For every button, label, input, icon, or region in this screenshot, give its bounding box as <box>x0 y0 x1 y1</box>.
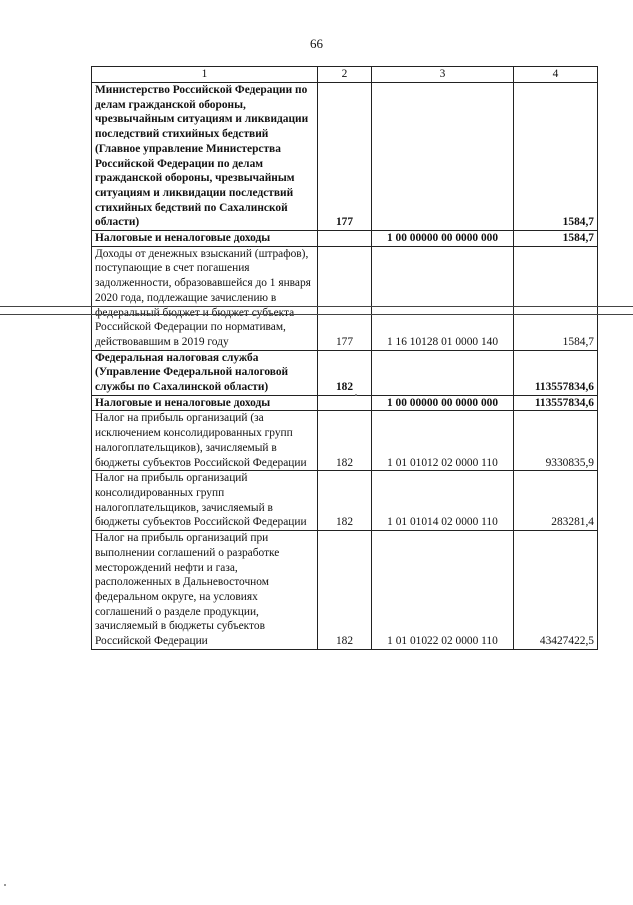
row-name: Налоговые и неналоговые доходы <box>92 231 318 247</box>
scan-line-upper <box>0 306 633 307</box>
row-name: Министерство Российской Федерации по делам гражданской обороны, чрезвычайным ситуациям и ликвидации последствий стихийных бедствий (Главное управление Министерства Российской Федерации по делам гражданской обороны, чрезвычайным ситуациям и ликвидации последствий стихийных бедствий по Сахалинской области) <box>92 83 318 231</box>
row-amount: 113557834,6 <box>514 395 598 411</box>
row-income-code <box>372 350 514 395</box>
row-amount: 113557834,6 <box>514 350 598 395</box>
row-income-code: 1 00 00000 00 0000 000 <box>372 395 514 411</box>
header-cell-1: 1 <box>92 67 318 83</box>
row-name: Налог на прибыль организаций (за исключением консолидированных групп налогоплательщиков), зачисляемый в бюджеты субъектов Российской Федерации <box>92 411 318 471</box>
row-name: Доходы от денежных взысканий (штрафов), поступающие в счет погашения задолженности, образовавшейся до 1 января 2020 года, подлежащие зачислению в федеральный бюджет и бюджет субъекта Российской Федерации по нормативам, действовавшим в 2019 году <box>92 246 318 350</box>
row-amount: 1584,7 <box>514 246 598 350</box>
table-row <box>92 411 598 471</box>
row-amount: 1584,7 <box>514 231 598 247</box>
table-row <box>92 231 598 247</box>
row-income-code <box>372 83 514 231</box>
row-income-code: 1 01 01014 02 0000 110 <box>372 471 514 531</box>
table-row <box>92 471 598 531</box>
row-admin-code: 182 <box>318 531 372 650</box>
row-admin-code: 177 <box>318 246 372 350</box>
scan-speck <box>4 884 6 886</box>
header-cell-2: 2 <box>318 67 372 83</box>
row-admin-code: 182 <box>318 411 372 471</box>
row-admin-code <box>318 231 372 247</box>
scan-speck <box>355 394 357 396</box>
row-name: Налог на прибыль организаций при выполнении соглашений о разработке месторождений нефти и газа, расположенных в Дальневосточном федеральном округе, на условиях соглашений о разделе продукции, зачисляемый в бюджеты субъектов Российской Федерации <box>92 531 318 650</box>
table-row <box>92 83 598 231</box>
table-row <box>92 246 598 350</box>
row-amount: 1584,7 <box>514 83 598 231</box>
row-admin-code: 177 <box>318 83 372 231</box>
row-income-code: 1 00 00000 00 0000 000 <box>372 231 514 247</box>
scan-line-lower <box>0 314 633 315</box>
header-cell-4: 4 <box>514 67 598 83</box>
table-row <box>92 395 598 411</box>
table-row <box>92 531 598 650</box>
row-name: Федеральная налоговая служба (Управление Федеральной налоговой службы по Сахалинской области) <box>92 350 318 395</box>
page-number: 66 <box>310 36 323 51</box>
row-income-code: 1 01 01012 02 0000 110 <box>372 411 514 471</box>
row-income-code: 1 16 10128 01 0000 140 <box>372 246 514 350</box>
row-admin-code: 182 <box>318 471 372 531</box>
table-header-row <box>92 67 598 83</box>
row-amount: 43427422,5 <box>514 531 598 650</box>
row-admin-code: 182 <box>318 350 372 395</box>
row-admin-code <box>318 395 372 411</box>
row-amount: 9330835,9 <box>514 411 598 471</box>
header-cell-3: 3 <box>372 67 514 83</box>
revenue-table <box>91 66 598 650</box>
row-income-code: 1 01 01022 02 0000 110 <box>372 531 514 650</box>
row-name: Налоговые и неналоговые доходы <box>92 395 318 411</box>
row-name: Налог на прибыль организаций консолидированных групп налогоплательщиков, зачисляемый в бюджеты субъектов Российской Федерации <box>92 471 318 531</box>
table-row <box>92 350 598 395</box>
row-amount: 283281,4 <box>514 471 598 531</box>
